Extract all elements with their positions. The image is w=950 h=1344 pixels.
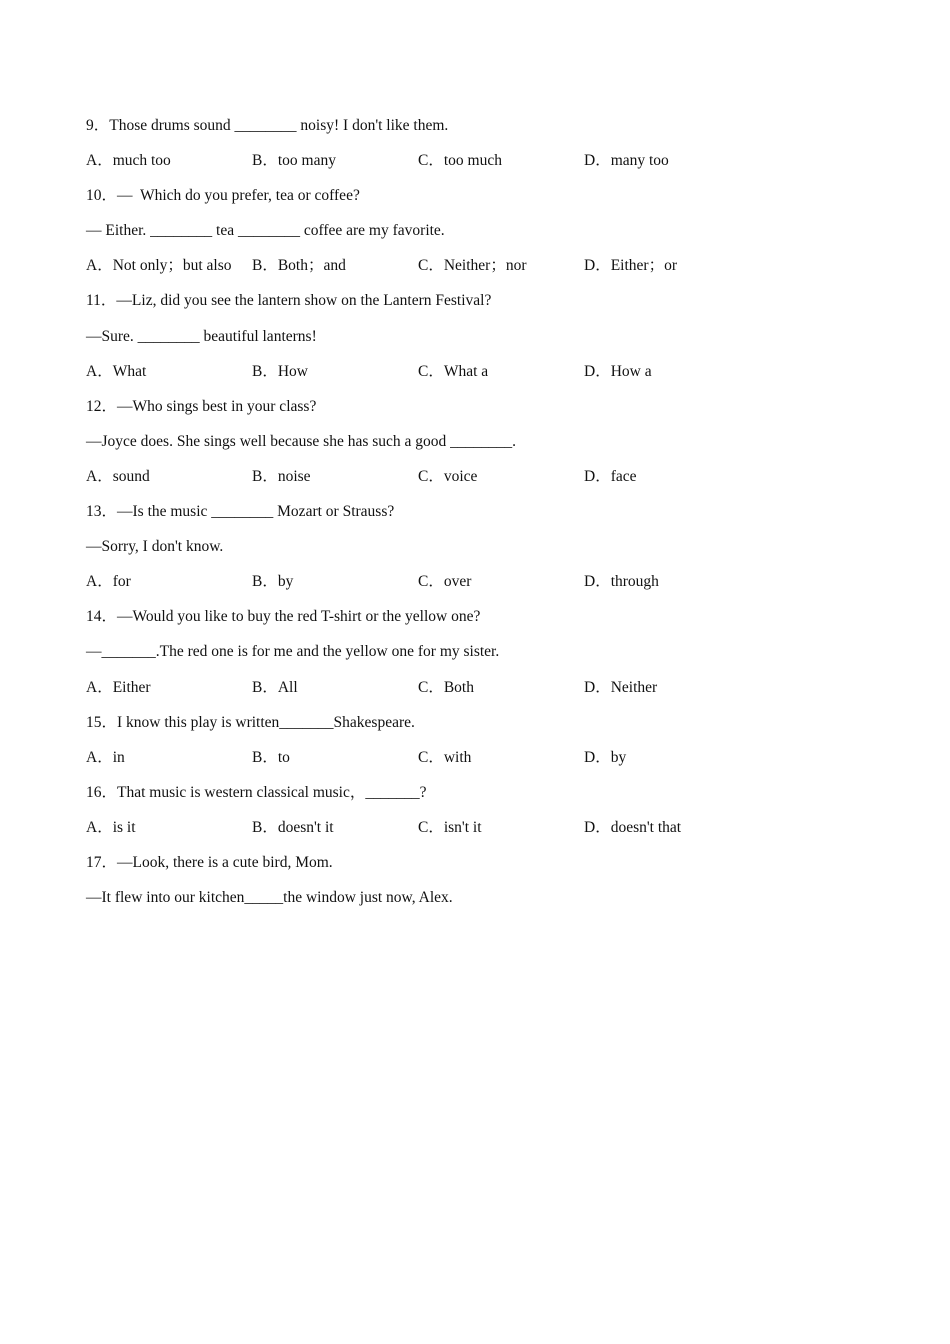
question-stem: 16．That music is western classical music，_______? <box>86 783 427 801</box>
question-11 <box>86 289 786 394</box>
question-stem: 17．—Look, there is a cute bird, Mom. <box>86 853 333 871</box>
option-d[interactable]: D．Either；or <box>584 257 677 275</box>
option-c[interactable]: C．isn't it <box>418 818 482 836</box>
question-stem: 14．—Would you like to buy the red T-shirt or the yellow one? <box>86 608 481 626</box>
option-b[interactable]: B．to <box>252 748 290 766</box>
option-c[interactable]: C．What a <box>418 362 489 380</box>
question-12 <box>86 395 786 500</box>
option-a[interactable]: A．for <box>86 573 131 591</box>
question-stem: 10．— Which do you prefer, tea or coffee? <box>86 187 360 205</box>
question-14 <box>86 605 786 710</box>
option-b[interactable]: B．doesn't it <box>252 818 334 836</box>
option-b[interactable]: B．noise <box>252 467 311 485</box>
option-a[interactable]: A．sound <box>86 467 150 485</box>
option-c[interactable]: C．over <box>418 573 472 591</box>
options-row <box>86 676 786 711</box>
option-c[interactable]: C．with <box>418 748 472 766</box>
option-d[interactable]: D．many too <box>584 152 669 170</box>
options-row <box>86 254 786 289</box>
option-b[interactable]: B．Both；and <box>252 257 346 275</box>
option-a[interactable]: A．What <box>86 362 147 380</box>
option-a[interactable]: A．Either <box>86 678 151 696</box>
options-row <box>86 360 786 395</box>
question-15 <box>86 711 786 781</box>
option-c[interactable]: C．Neither；nor <box>418 257 527 275</box>
options-row <box>86 816 786 851</box>
option-c[interactable]: C．voice <box>418 467 478 485</box>
question-reply: —_______.The red one is for me and the yellow one for my sister. <box>86 643 500 661</box>
option-d[interactable]: D．face <box>584 467 637 485</box>
question-stem: 11．—Liz, did you see the lantern show on the Lantern Festival? <box>86 292 492 310</box>
question-17 <box>86 851 786 921</box>
option-d[interactable]: D．How a <box>584 362 652 380</box>
question-reply: —Sure. ________ beautiful lanterns! <box>86 327 317 345</box>
option-a[interactable]: A．is it <box>86 818 136 836</box>
question-reply: —It flew into our kitchen_____the window just now, Alex. <box>86 889 453 907</box>
question-stem: 12．—Who sings best in your class? <box>86 397 317 415</box>
option-d[interactable]: D．Neither <box>584 678 658 696</box>
question-reply: —Sorry, I don't know. <box>86 538 224 556</box>
option-c[interactable]: C．Both <box>418 678 474 696</box>
option-a[interactable]: A．in <box>86 748 125 766</box>
options-row <box>86 149 786 184</box>
question-stem: 15．I know this play is written_______Shakespeare. <box>86 713 415 731</box>
question-stem: 13．—Is the music ________ Mozart or Strauss? <box>86 503 395 521</box>
question-list <box>86 114 786 921</box>
question-10 <box>86 184 786 289</box>
option-b[interactable]: B．All <box>252 678 298 696</box>
option-d[interactable]: D．through <box>584 573 659 591</box>
options-row <box>86 465 786 500</box>
option-b[interactable]: B．by <box>252 573 294 591</box>
question-16 <box>86 781 786 851</box>
option-b[interactable]: B．How <box>252 362 308 380</box>
option-a[interactable]: A．Not only；but also <box>86 257 232 275</box>
option-d[interactable]: D．by <box>584 748 627 766</box>
question-stem: 9．Those drums sound ________ noisy! I don't like them. <box>86 117 449 134</box>
question-9 <box>86 114 786 184</box>
option-a[interactable]: A．much too <box>86 152 171 170</box>
option-b[interactable]: B．too many <box>252 152 336 170</box>
question-13 <box>86 500 786 605</box>
question-reply: —Joyce does. She sings well because she has such a good ________. <box>86 432 517 450</box>
options-row <box>86 746 786 781</box>
option-d[interactable]: D．doesn't that <box>584 818 682 836</box>
option-c[interactable]: C．too much <box>418 152 502 170</box>
question-reply: — Either. ________ tea ________ coffee are my favorite. <box>86 222 445 240</box>
options-row <box>86 570 786 605</box>
